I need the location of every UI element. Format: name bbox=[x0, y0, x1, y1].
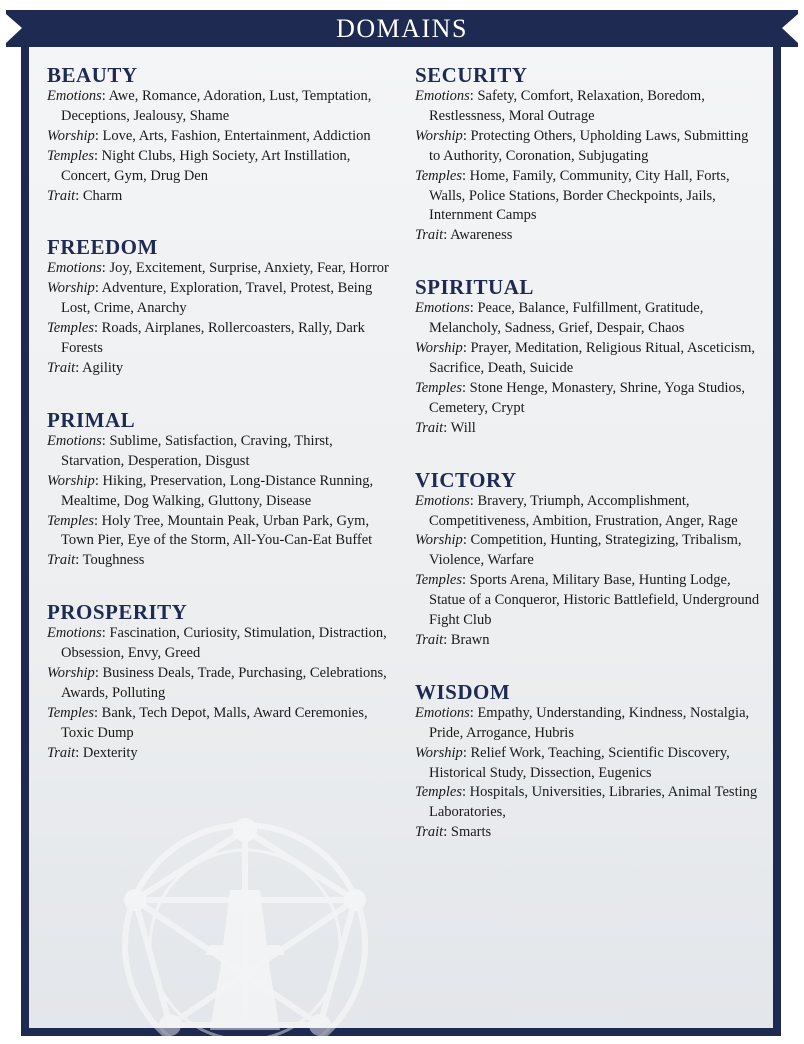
emotions-label: Emotions bbox=[47, 625, 102, 642]
domain-title: PROSPERITY bbox=[47, 600, 188, 625]
emotions-row: Emotions: Joy, Excitement, Surprise, Anxiety, Fear, Horror bbox=[47, 260, 389, 277]
domain-title: BEAUTY bbox=[47, 63, 138, 87]
worship-label: Worship bbox=[415, 532, 463, 549]
emotions-label: Emotions bbox=[415, 88, 470, 104]
domain-title: SECURITY bbox=[415, 63, 528, 87]
domain-section bbox=[47, 63, 392, 206]
trait-label: Trait bbox=[47, 187, 76, 204]
trait-row: Trait: Awareness bbox=[415, 227, 513, 244]
trait-text: Charm bbox=[82, 187, 123, 204]
worship-label: Worship bbox=[47, 280, 95, 297]
worship-label: Worship bbox=[47, 472, 95, 489]
emotions-text: Empathy, Understanding, Kindness, Nostalgia, Pride, Arrogance, Hubris bbox=[429, 704, 750, 741]
trait-label: Trait bbox=[415, 419, 444, 436]
temples-text: Sports Arena, Military Base, Hunting Lodge, Statue of a Conqueror, Historic Battlefield, Underground Fight Club bbox=[429, 572, 760, 629]
domain-section bbox=[415, 468, 760, 651]
trait-label: Trait bbox=[47, 359, 76, 376]
worship-row: Worship: Prayer, Meditation, Religious Ritual, Asceticism, Sacrifice, Death, Suicide bbox=[415, 340, 756, 376]
trait-text: Smarts bbox=[450, 824, 492, 841]
worship-row: Worship: Competition, Hunting, Strategizing, Tribalism, Violence, Warfare bbox=[415, 532, 742, 569]
worship-text: Business Deals, Trade, Purchasing, Celebrations, Awards, Polluting bbox=[61, 665, 387, 701]
domain-title: PRIMAL bbox=[47, 407, 136, 432]
temples-label: Temples bbox=[47, 147, 94, 164]
temples-label: Temples bbox=[47, 320, 94, 337]
page-title: DOMAINS bbox=[336, 13, 468, 43]
emotions-text: Fascination, Curiosity, Stimulation, Distraction, Obsession, Envy, Greed bbox=[61, 625, 387, 662]
temples-text: Stone Henge, Monastery, Shrine, Yoga Studios, Cemetery, Crypt bbox=[429, 379, 746, 416]
worship-text: Prayer, Meditation, Religious Ritual, Asceticism, Sacrifice, Death, Suicide bbox=[429, 340, 756, 376]
trait-row: Trait: Will bbox=[415, 419, 476, 436]
worship-text: Competition, Hunting, Strategizing, Tribalism, Violence, Warfare bbox=[429, 532, 742, 569]
worship-text: Hiking, Preservation, Long-Distance Running, Mealtime, Dog Walking, Gluttony, Disease bbox=[61, 472, 374, 509]
domain-section bbox=[47, 600, 392, 763]
emotions-label: Emotions bbox=[415, 704, 470, 721]
trait-label: Trait bbox=[415, 227, 444, 244]
domain-title: SPIRITUAL bbox=[415, 275, 534, 300]
temples-text: Roads, Airplanes, Rollercoasters, Rally, Dark Forests bbox=[61, 320, 365, 357]
domain-section bbox=[415, 680, 760, 843]
trait-row: Trait: Dexterity bbox=[47, 744, 138, 761]
emotions-label: Emotions bbox=[415, 300, 470, 317]
temples-row: Temples: Home, Family, Community, City Hall, Forts, Walls, Police Stations, Border Checkpoints, Jails, Internment Camps bbox=[415, 167, 730, 224]
temples-label: Temples bbox=[415, 784, 462, 801]
emotions-row: Emotions: Fascination, Curiosity, Stimulation, Distraction, Obsession, Envy, Greed bbox=[47, 625, 387, 662]
trait-label: Trait bbox=[47, 744, 76, 761]
trait-row: Trait: Charm bbox=[47, 187, 123, 204]
worship-row: Worship: Adventure, Exploration, Travel, Protest, Being Lost, Crime, Anarchy bbox=[47, 280, 373, 317]
emotions-label: Emotions bbox=[47, 260, 102, 277]
worship-text: Adventure, Exploration, Travel, Protest, Being Lost, Crime, Anarchy bbox=[61, 280, 373, 317]
worship-label: Worship bbox=[47, 127, 95, 144]
temples-row: Temples: Stone Henge, Monastery, Shrine, Yoga Studios, Cemetery, Crypt bbox=[415, 379, 746, 416]
temples-label: Temples bbox=[47, 512, 94, 529]
worship-text: Relief Work, Teaching, Scientific Discovery, Historical Study, Dissection, Eugenics bbox=[429, 744, 730, 781]
trait-row: Trait: Agility bbox=[47, 359, 124, 376]
emotions-text: Safety, Comfort, Relaxation, Boredom, Restlessness, Moral Outrage bbox=[429, 88, 705, 124]
temples-text: Home, Family, Community, City Hall, Forts, Walls, Police Stations, Border Checkpoints, Jails, Internment Camps bbox=[429, 167, 730, 224]
emotions-row: Emotions: Safety, Comfort, Relaxation, Boredom, Restlessness, Moral Outrage bbox=[415, 88, 705, 124]
temples-text: Bank, Tech Depot, Malls, Award Ceremonies, Toxic Dump bbox=[61, 704, 368, 741]
right-column bbox=[415, 63, 760, 872]
worship-label: Worship bbox=[415, 340, 463, 357]
temples-text: Night Clubs, High Society, Art Instillation, Concert, Gym, Drug Den bbox=[61, 147, 351, 184]
temples-row: Temples: Roads, Airplanes, Rollercoasters, Rally, Dark Forests bbox=[47, 320, 365, 357]
worship-label: Worship bbox=[415, 744, 463, 761]
domain-section bbox=[47, 235, 392, 378]
trait-label: Trait bbox=[47, 552, 76, 569]
emotions-text: Awe, Romance, Adoration, Lust, Temptation, Deceptions, Jealousy, Shame bbox=[61, 88, 372, 124]
emotions-row: Emotions: Awe, Romance, Adoration, Lust, Temptation, Deceptions, Jealousy, Shame bbox=[47, 88, 372, 124]
temples-label: Temples bbox=[47, 704, 94, 721]
worship-row: Worship: Love, Arts, Fashion, Entertainment, Addiction bbox=[47, 127, 371, 144]
emotions-label: Emotions bbox=[47, 432, 102, 449]
trait-text: Brawn bbox=[450, 631, 490, 648]
trait-label: Trait bbox=[415, 824, 444, 841]
header-banner bbox=[6, 10, 798, 47]
trait-row: Trait: Brawn bbox=[415, 631, 490, 648]
trait-text: Toughness bbox=[82, 552, 145, 569]
worship-text: Love, Arts, Fashion, Entertainment, Addiction bbox=[102, 127, 371, 144]
emotions-row: Emotions: Empathy, Understanding, Kindness, Nostalgia, Pride, Arrogance, Hubris bbox=[415, 704, 750, 741]
trait-text: Will bbox=[450, 419, 476, 436]
temples-row: Temples: Hospitals, Universities, Libraries, Animal Testing Laboratories, bbox=[415, 784, 758, 821]
domain-title: FREEDOM bbox=[47, 235, 158, 260]
emotions-text: Peace, Balance, Fulfillment, Gratitude, Melancholy, Sadness, Grief, Despair, Chaos bbox=[429, 300, 704, 337]
temples-row: Temples: Bank, Tech Depot, Malls, Award Ceremonies, Toxic Dump bbox=[47, 704, 368, 741]
emotions-label: Emotions bbox=[415, 492, 470, 509]
emotions-row: Emotions: Sublime, Satisfaction, Craving, Thirst, Starvation, Desperation, Disgust bbox=[47, 432, 333, 469]
temples-label: Temples bbox=[415, 167, 462, 184]
trait-row: Trait: Toughness bbox=[47, 552, 145, 569]
left-column bbox=[47, 63, 392, 793]
trait-text: Awareness bbox=[450, 227, 513, 244]
emotions-text: Bravery, Triumph, Accomplishment, Competitiveness, Ambition, Frustration, Anger, Rage bbox=[429, 492, 738, 529]
temples-row: Temples: Holy Tree, Mountain Peak, Urban Park, Gym, Town Pier, Eye of the Storm, All-You-Can-Eat Buffet bbox=[47, 512, 373, 549]
worship-row: Worship: Relief Work, Teaching, Scientific Discovery, Historical Study, Dissection, Eugenics bbox=[415, 744, 730, 781]
temples-label: Temples bbox=[415, 572, 462, 589]
worship-text: Protecting Others, Upholding Laws, Submitting to Authority, Coronation, Subjugating bbox=[429, 127, 749, 164]
emotions-text: Joy, Excitement, Surprise, Anxiety, Fear, Horror bbox=[109, 260, 389, 277]
domain-section bbox=[415, 275, 760, 438]
trait-label: Trait bbox=[415, 631, 444, 648]
trait-text: Dexterity bbox=[82, 744, 138, 761]
worship-row: Worship: Business Deals, Trade, Purchasing, Celebrations, Awards, Polluting bbox=[47, 665, 387, 701]
domain-title: VICTORY bbox=[415, 467, 517, 492]
domain-section bbox=[47, 408, 392, 571]
worship-row: Worship: Protecting Others, Upholding Laws, Submitting to Authority, Coronation, Subjugating bbox=[415, 127, 749, 164]
trait-row: Trait: Smarts bbox=[415, 824, 492, 841]
worship-label: Worship bbox=[47, 665, 95, 682]
trait-text: Agility bbox=[82, 359, 124, 376]
emotions-row: Emotions: Peace, Balance, Fulfillment, Gratitude, Melancholy, Sadness, Grief, Despair, Chaos bbox=[415, 300, 704, 337]
temples-label: Temples bbox=[415, 379, 462, 396]
emblem-watermark-icon bbox=[80, 770, 410, 1040]
emotions-row: Emotions: Bravery, Triumph, Accomplishment, Competitiveness, Ambition, Frustration, Anger, Rage bbox=[415, 492, 738, 529]
domain-section bbox=[415, 63, 760, 246]
emotions-text: Sublime, Satisfaction, Craving, Thirst, Starvation, Desperation, Disgust bbox=[61, 432, 333, 469]
emotions-label: Emotions bbox=[47, 88, 102, 104]
worship-row: Worship: Hiking, Preservation, Long-Distance Running, Mealtime, Dog Walking, Gluttony, Disease bbox=[47, 472, 374, 509]
worship-label: Worship bbox=[415, 127, 463, 144]
temples-text: Hospitals, Universities, Libraries, Animal Testing Laboratories, bbox=[429, 784, 758, 821]
temples-row: Temples: Sports Arena, Military Base, Hunting Lodge, Statue of a Conqueror, Historic Battlefield, Underground Fight Club bbox=[415, 572, 760, 629]
domain-title: WISDOM bbox=[415, 679, 511, 704]
temples-text: Holy Tree, Mountain Peak, Urban Park, Gym, Town Pier, Eye of the Storm, All-You-Can-Eat Buffet bbox=[61, 512, 373, 549]
temples-row: Temples: Night Clubs, High Society, Art Instillation, Concert, Gym, Drug Den bbox=[47, 147, 351, 184]
